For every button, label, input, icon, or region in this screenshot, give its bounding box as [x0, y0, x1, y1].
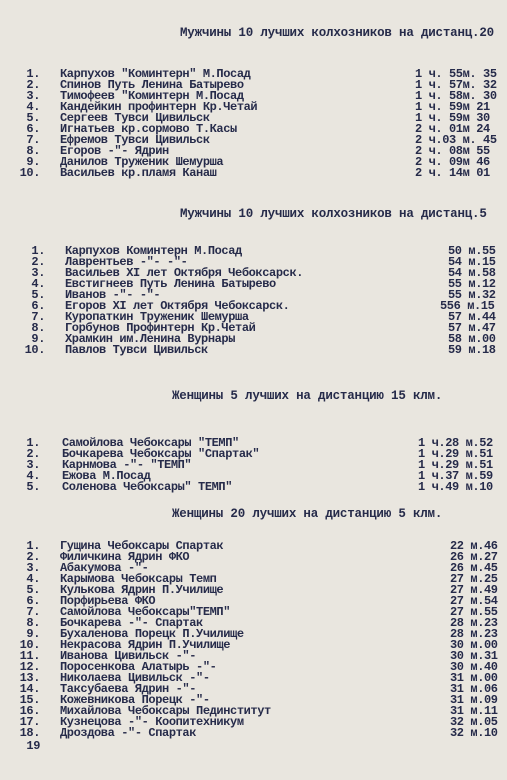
- row-number: 4.: [26, 100, 40, 114]
- result-time: 2 ч. 14м 01: [415, 166, 490, 180]
- result-time: 31 м.00: [450, 671, 498, 685]
- row-number: 3.: [26, 89, 40, 103]
- result-time: 2 ч. 01м 24: [415, 122, 490, 136]
- result-time: 1 ч.29 м.51: [418, 447, 493, 461]
- participant-name: Евстигнеев Путь Ленина Батырево: [65, 277, 276, 291]
- participant-name: Гущина Чебоксары Спартак: [60, 539, 224, 553]
- participant-name: Порфирьева ФКО: [60, 594, 156, 608]
- row-number: 15.: [19, 693, 40, 707]
- result-time: 26 м.45: [450, 561, 498, 575]
- participant-name: Бухаленова Порецк П.Училище: [60, 627, 244, 641]
- result-time: 1 ч.49 м.10: [418, 480, 493, 494]
- row-number: 1.: [26, 539, 40, 553]
- row-number: 8.: [31, 321, 45, 335]
- participant-name: Самойлова Чебоксары "ТЕМП": [62, 436, 239, 450]
- row-number: 6.: [26, 122, 40, 136]
- result-time: 30 м.31: [450, 649, 498, 663]
- result-time: 32 м.05: [450, 715, 498, 729]
- participant-name: Горбунов Профинтерн Кр.Четай: [65, 321, 256, 335]
- participant-name: Соленова Чебоксары" ТЕМП": [62, 480, 233, 494]
- participant-name: Кожевникова Порецк -"-: [60, 693, 210, 707]
- section-title-men-5km: Мужчины 10 лучших колхозников на дистанц.5: [180, 207, 487, 221]
- table-row: [0, 168, 507, 179]
- result-time: 31 м.11: [450, 704, 498, 718]
- participant-name: Карнмова -"- "ТЕМП": [62, 458, 192, 472]
- participant-name: Дроздова -"- Спартак: [60, 726, 197, 740]
- row-number: 2.: [26, 78, 40, 92]
- result-time: 30 м.00: [450, 638, 498, 652]
- row-number: 17.: [19, 715, 40, 729]
- row-number: 9.: [26, 155, 40, 169]
- row-number: 7.: [31, 310, 45, 324]
- result-time: 54 м.58: [448, 266, 496, 280]
- row-number: 1.: [26, 436, 40, 450]
- table-row: [0, 482, 507, 493]
- row-number: 4.: [26, 572, 40, 586]
- result-time: 27 м.55: [450, 605, 498, 619]
- result-time: 27 м.49: [450, 583, 498, 597]
- row-number: 1.: [31, 244, 45, 258]
- table-row: [0, 741, 507, 752]
- row-number: 6.: [26, 594, 40, 608]
- result-time: 57 м.44: [448, 310, 496, 324]
- row-number: 11.: [19, 649, 40, 663]
- participant-name: Карпухов "Коминтерн" М.Посад: [60, 67, 251, 81]
- row-number: 3.: [26, 458, 40, 472]
- participant-name: Куропаткин Труженик Шемурша: [65, 310, 249, 324]
- result-time: 28 м.23: [450, 616, 498, 630]
- section-title-men-20km: Мужчины 10 лучших колхозников на дистанц.20: [180, 26, 494, 40]
- participant-name: Таксубаева Ядрин -"-: [60, 682, 197, 696]
- participant-name: Иванова Цивильск -"-: [60, 649, 197, 663]
- row-number: 9.: [26, 627, 40, 641]
- result-time: 31 м.06: [450, 682, 498, 696]
- row-number: 2.: [26, 447, 40, 461]
- result-time: 1 ч.37 м.59: [418, 469, 493, 483]
- row-number: 8.: [26, 144, 40, 158]
- result-time: 1 ч.29 м.51: [418, 458, 493, 472]
- participant-name: Васильев кр.пламя Канаш: [60, 166, 217, 180]
- result-time: 1 ч. 59м 21: [415, 100, 490, 114]
- row-number: 10.: [19, 638, 40, 652]
- table-row: [0, 345, 507, 356]
- participant-name: Игнатьев кр.сормово Т.Касы: [60, 122, 237, 136]
- row-number: 10.: [24, 343, 45, 357]
- result-time: 2 ч. 08м 55: [415, 144, 490, 158]
- result-time: 54 м.15: [448, 255, 496, 269]
- row-number: 7.: [26, 605, 40, 619]
- row-number: 13.: [19, 671, 40, 685]
- row-number: 8.: [26, 616, 40, 630]
- result-time: 1 ч. 57м. 32: [415, 78, 497, 92]
- row-number: 3.: [31, 266, 45, 280]
- result-time: 1 ч. 55м. 35: [415, 67, 497, 81]
- participant-name: Карпухов Коминтерн М.Посад: [65, 244, 242, 258]
- participant-name: Самойлова Чебоксары"ТЕМП": [60, 605, 231, 619]
- participant-name: Лаврентьев -"- -"-: [65, 255, 188, 269]
- result-time: 31 м.09: [450, 693, 498, 707]
- result-time: 50 м.55: [448, 244, 496, 258]
- row-number: 4.: [26, 469, 40, 483]
- result-time: 2 ч.03 м. 45: [415, 133, 497, 147]
- row-number: 9.: [31, 332, 45, 346]
- participant-name: Егоров -"- Ядрин: [60, 144, 169, 158]
- participant-name: Поросенкова Алатырь -"-: [60, 660, 217, 674]
- table-row: [0, 728, 507, 739]
- result-time: 57 м.47: [448, 321, 496, 335]
- result-time: 59 м.18: [448, 343, 496, 357]
- participant-name: Храмкин им.Ленина Вурнары: [65, 332, 236, 346]
- participant-name: Павлов Тувси Цивильск: [65, 343, 208, 357]
- result-time: 55 м.12: [448, 277, 496, 291]
- result-time: 58 м.00: [448, 332, 496, 346]
- participant-name: Ежова М.Посад: [62, 469, 151, 483]
- row-number: 19: [26, 739, 40, 753]
- participant-name: Егоров XI лет Октября Чебоксарск.: [65, 299, 290, 313]
- row-number: 3.: [26, 561, 40, 575]
- participant-name: Тимофеев "Коминтерн М.Посад: [60, 89, 244, 103]
- result-time: 556 м.15: [440, 299, 495, 313]
- row-number: 14.: [19, 682, 40, 696]
- result-time: 27 м.25: [450, 572, 498, 586]
- row-number: 5.: [26, 111, 40, 125]
- result-time: 1 ч.28 м.52: [418, 436, 493, 450]
- result-time: 28 м.23: [450, 627, 498, 641]
- participant-name: Филичкина Ядрин ФКО: [60, 550, 190, 564]
- row-number: 2.: [26, 550, 40, 564]
- participant-name: Ефремов Тувси Цивильск: [60, 133, 210, 147]
- row-number: 5.: [26, 583, 40, 597]
- row-number: 5.: [26, 480, 40, 494]
- participant-name: Данилов Труженик Шемурша: [60, 155, 224, 169]
- result-time: 30 м.40: [450, 660, 498, 674]
- result-time: 27 м.54: [450, 594, 498, 608]
- participant-name: Кулькова Ядрин П.Училище: [60, 583, 224, 597]
- participant-name: Михайлова Чебоксары Пединститут: [60, 704, 271, 718]
- result-time: 55 м.32: [448, 288, 496, 302]
- result-time: 32 м.10: [450, 726, 498, 740]
- participant-name: Карымова Чебоксары Темп: [60, 572, 217, 586]
- participant-name: Абакумова -"-: [60, 561, 149, 575]
- row-number: 16.: [19, 704, 40, 718]
- participant-name: Спинов Путь Ленина Батырево: [60, 78, 244, 92]
- row-number: 1.: [26, 67, 40, 81]
- result-time: 26 м.27: [450, 550, 498, 564]
- participant-name: Бочкарева Чебоксары "Спартак": [62, 447, 260, 461]
- result-time: 2 ч. 09м 46: [415, 155, 490, 169]
- result-time: 1 ч. 59м 30: [415, 111, 490, 125]
- result-time: 1 ч. 58м. 30: [415, 89, 497, 103]
- participant-name: Бочкарева -"- Спартак: [60, 616, 203, 630]
- row-number: 12.: [19, 660, 40, 674]
- result-time: 22 м.46: [450, 539, 498, 553]
- row-number: 18.: [19, 726, 40, 740]
- participant-name: Кандейкин профинтерн Кр.Четай: [60, 100, 258, 114]
- row-number: 4.: [31, 277, 45, 291]
- row-number: 2.: [31, 255, 45, 269]
- row-number: 6.: [31, 299, 45, 313]
- row-number: 5.: [31, 288, 45, 302]
- row-number: 7.: [26, 133, 40, 147]
- participant-name: Сергеев Тувси Цивильск: [60, 111, 210, 125]
- section-title-women-5km: Женщины 20 лучших на дистанцию 5 клм.: [172, 507, 443, 521]
- participant-name: Иванов -"- -"-: [65, 288, 161, 302]
- participant-name: Васильев XI лет Октября Чебоксарск.: [65, 266, 304, 280]
- participant-name: Кузнецова -"- Коопитехникум: [60, 715, 244, 729]
- participant-name: Николаева Цивильск -"-: [60, 671, 210, 685]
- section-title-women-15km: Женщины 5 лучших на дистанцию 15 клм.: [172, 389, 443, 403]
- row-number: 10.: [19, 166, 40, 180]
- participant-name: Некрасова Ядрин П.Училище: [60, 638, 231, 652]
